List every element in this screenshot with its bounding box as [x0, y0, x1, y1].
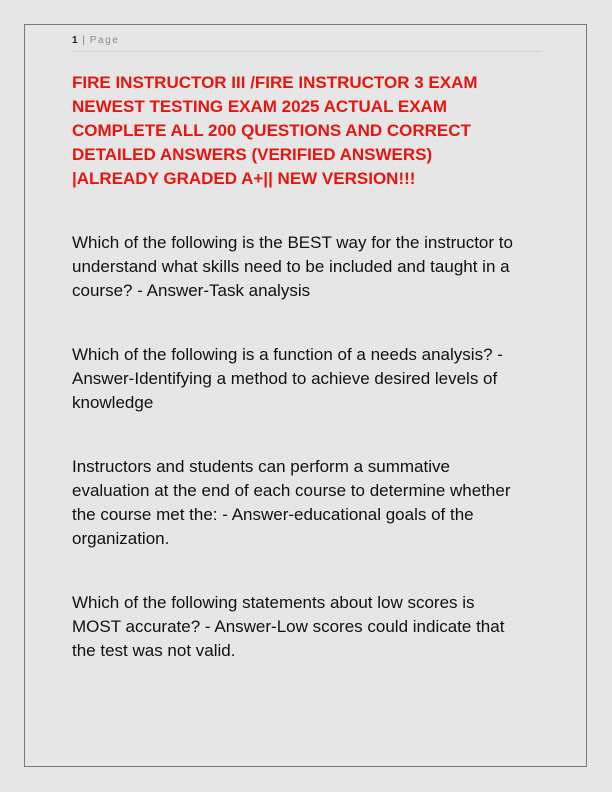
question-answer-2 — [72, 343, 542, 415]
question-answer-1 — [72, 231, 542, 303]
page-header — [72, 35, 542, 52]
title-line: COMPLETE ALL 200 QUESTIONS AND CORRECT — [72, 121, 471, 140]
qa-line: Answer-Identifying a method to achieve desired levels of — [72, 369, 498, 388]
qa-line: Instructors and students can perform a summative — [72, 457, 450, 476]
document-title — [72, 71, 542, 191]
qa-line: the course met the: - Answer-educational goals of the — [72, 505, 474, 524]
page-header-separator: | — [82, 35, 85, 46]
qa-line: Which of the following is a function of a needs analysis? - — [72, 345, 503, 364]
qa-line: course? - Answer-Task analysis — [72, 281, 311, 300]
title-line: DETAILED ANSWERS (VERIFIED ANSWERS) — [72, 145, 433, 164]
qa-line: evaluation at the end of each course to determine whether — [72, 481, 511, 500]
qa-line: Which of the following statements about low scores is — [72, 593, 475, 612]
qa-line: knowledge — [72, 393, 154, 412]
title-line: NEWEST TESTING EXAM 2025 ACTUAL EXAM — [72, 97, 447, 116]
page-number: 1 — [72, 35, 78, 46]
title-line: |ALREADY GRADED A+|| NEW VERSION!!! — [72, 169, 416, 188]
title-line: FIRE INSTRUCTOR III /FIRE INSTRUCTOR 3 EXAM — [72, 73, 478, 92]
qa-line: organization. — [72, 529, 170, 548]
qa-line: Which of the following is the BEST way for the instructor to — [72, 233, 513, 252]
qa-line: MOST accurate? - Answer-Low scores could indicate that — [72, 617, 505, 636]
qa-line: the test was not valid. — [72, 641, 236, 660]
question-answer-3 — [72, 455, 542, 551]
qa-line: understand what skills need to be included and taught in a — [72, 257, 510, 276]
page-label: Page — [89, 35, 120, 46]
question-answer-4 — [72, 591, 542, 663]
